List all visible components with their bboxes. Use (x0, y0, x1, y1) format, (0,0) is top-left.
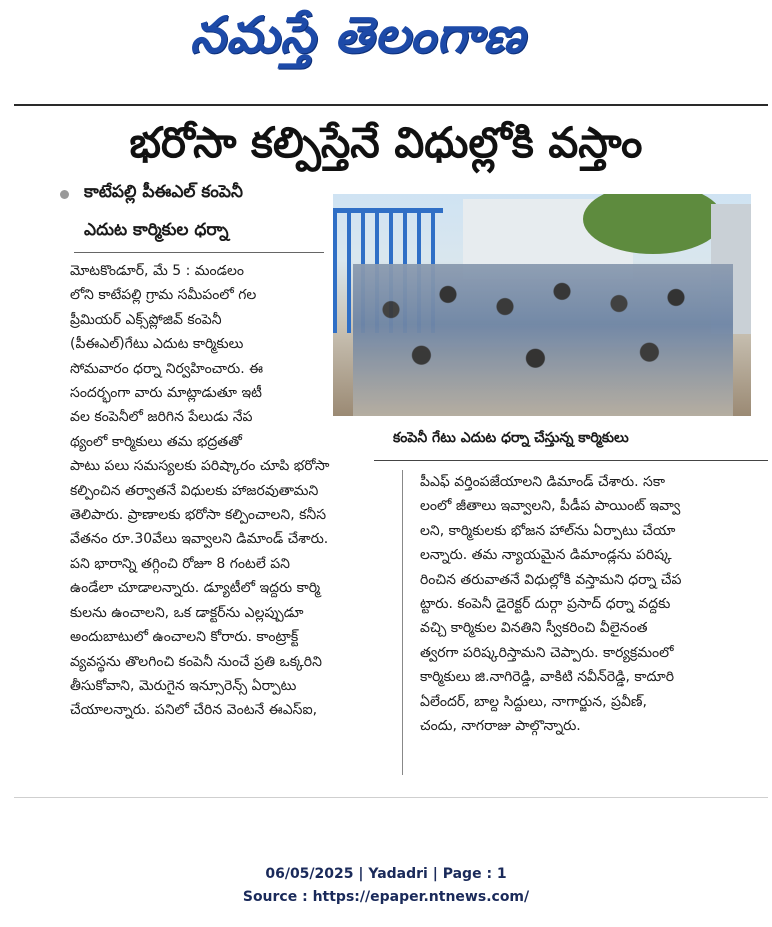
article-line: లంలో జీతాలు ఇవ్వాలని, పీడీప పాయింట్ ఇవ్వా (420, 498, 681, 515)
photo-caption: కంపెనీ గేటు ఎదుట ధర్నా చేస్తున్న కార్మికులు (393, 430, 629, 446)
article-line: తీసుకోవాని, మెరుగైన ఇన్సూరెన్స్ ఏర్పాటు (70, 677, 297, 694)
article-line: లోని కాటేపల్లి గ్రామ సమీపంలో గల (70, 287, 257, 304)
article-line: ప్రీమియర్ ఎక్స్‌ప్లోజివ్ కంపెనీ (70, 311, 222, 328)
article-line: కులను ఉంచాలని, ఒక డాక్టర్‌ను ఎల్లప్పుడూ (70, 604, 304, 621)
article-line: చందు, నాగరాజు పాల్గొన్నారు. (420, 718, 581, 735)
article-line: వల కంపెనీలో జరిగిన పేలుడు నేప (70, 409, 253, 426)
article-line: (పీఈఎల్)గేటు ఎదుట కార్మికులు (70, 336, 244, 353)
newspaper-title: నమస్తే తెలంగాణ (190, 6, 526, 64)
article-line: థ్యంలో కార్మికులు తమ భద్రతతో (70, 433, 242, 450)
article-line: రించిన తరువాతనే విధుల్లోకి వస్తామని ధర్నా చేప (420, 571, 682, 588)
article-line: కార్మికులు జి.నాగిరెడ్డి, వాకిటి నవీన్‌రెడ్డి, కాదూరి (420, 669, 675, 686)
article-column-right (420, 470, 758, 738)
article-column-left-top (70, 259, 390, 723)
article-line: సోమవారం ధర్నా నిర్వహించారు. ఈ (70, 360, 264, 377)
article-line: ఏలేందర్, బాల్ద సిద్దులు, నాగార్జున, ప్రవీణ్, (420, 693, 647, 710)
article-line: కల్పించిన తర్వాతనే విధులకు హాజరవుతామని (70, 482, 319, 499)
article-line: పీఎఫ్ వర్తింపజేయాలని డిమాండ్ చేశారు. సకా (420, 474, 665, 490)
subhead-line: ఎదుట కార్మికుల ధర్నా (84, 220, 229, 240)
masthead-divider (14, 104, 768, 106)
article-line: పని భారాన్ని తగ్గించి రోజూ 8 గంటలే పని (70, 555, 290, 572)
article-line: వచ్చి కార్మికుల వినతిని స్వీకరించి వీలైనంత (420, 620, 648, 637)
page-bottom-divider (14, 797, 768, 798)
article-line: పాటు పలు సమస్యలకు పరిష్కారం చూపి భరోసా (70, 458, 330, 475)
article-line: అందుబాటులో ఉంచాలని కోరారు. కాంట్రాక్ట్ (70, 629, 299, 646)
masthead (0, 0, 772, 100)
article-line: తెలిపారు. ప్రాణాలకు భరోసా కల్పించాలని, కనీస (70, 507, 327, 524)
column-divider (402, 470, 403, 775)
news-photo (333, 194, 751, 416)
article-line: లని, కార్మికులకు భోజన హాల్‌ను ఏర్పాటు చేయా (420, 522, 676, 539)
article-line: మోటకొండూర్, మే 5 : మండలం (70, 263, 245, 279)
article-line: లన్నారు. తమ న్యాయమైన డిమాండ్లను పరిష్క (420, 547, 672, 564)
caption-divider (374, 460, 768, 461)
headline: భరోసా కల్పిస్తేనే విధుల్లోకి వస్తాం (129, 118, 643, 167)
article-line: త్వరగా పరిష్కరిస్తామని చెప్పారు. కార్యక్రమంలో (420, 644, 674, 661)
footer-date-edition: 06/05/2025 | Yadadri | Page : 1 (265, 866, 507, 882)
subhead-divider (74, 252, 324, 253)
article-line: వేతనం రూ.30వేలు ఇవ్వాలని డిమాండ్ చేశారు. (70, 531, 329, 548)
bullet-icon (60, 190, 69, 199)
subhead-line: కాటేపల్లి పీఈఎల్ కంపెనీ (84, 182, 243, 202)
article-line: ఉండేలా చూడాలన్నారు. డ్యూటీలో ఇద్దరు కార్మి (70, 580, 321, 597)
article-line: వ్యవస్థను తొలగించి కంపెనీ నుంచే ప్రతి ఒక్కరిని (70, 653, 322, 670)
article-line: చేయాలన్నారు. పనిలో చేరిన వెంటనే ఈఎస్ఐ, (70, 702, 318, 719)
footer-source: Source : https://epaper.ntnews.com/ (242, 889, 530, 905)
article-line: ట్టారు. కంపెనీ డైరెక్టర్ దుర్గా ప్రసాద్ ధర్నా వద్దకు (420, 596, 671, 613)
photo-workers-crowd (353, 264, 733, 416)
article-line: సందర్భంగా వారు మాట్లాడుతూ ఇటీ (70, 385, 262, 402)
